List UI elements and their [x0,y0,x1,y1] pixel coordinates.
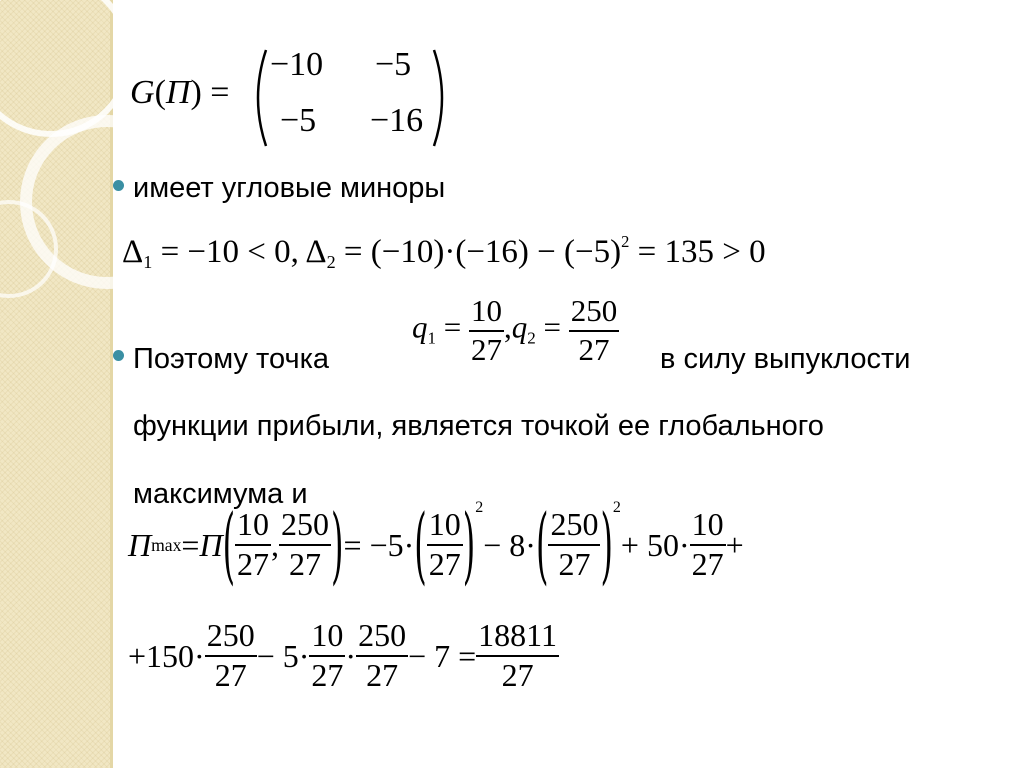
right-paren: ) [600,495,613,595]
expression: − 5· [256,637,310,674]
subscript: 1 [143,252,153,273]
numerator: 250 [205,619,257,657]
expression: + 50· [620,526,690,563]
denominator: 27 [311,657,344,693]
matrix-cell: −10 [270,46,324,83]
minor-expression: = 135 > 0 [629,233,766,270]
denominator: 27 [578,331,610,367]
numerator: 10 [235,508,271,546]
numerator: 250 [548,508,600,546]
numerator: 10 [469,295,504,332]
delta-symbol: Δ [122,233,144,270]
fraction [309,619,345,692]
subscript: max [151,534,182,555]
minor-expression: = −10 < 0, [152,233,306,270]
subscript: 2 [326,252,336,273]
q1-symbol: q [412,309,428,345]
matrix-cell: −5 [280,102,317,139]
denominator: 27 [691,546,724,582]
profit-fn: П [199,526,223,563]
sidebar-edge [110,0,113,768]
fraction [469,295,504,366]
fraction [548,508,600,581]
subscript: 2 [527,328,536,348]
q2-symbol: q [511,309,528,345]
numerator: 250 [569,295,620,332]
bullet-point [113,180,124,191]
fraction [205,619,257,692]
numerator: 250 [279,508,331,546]
left-paren: ( [222,495,236,595]
fraction [235,508,271,581]
decorative-sidebar [0,0,112,768]
numerator: 250 [356,619,408,657]
left-paren: ( [414,495,427,595]
fraction [356,619,408,692]
numerator: 10 [427,508,463,546]
denominator: 27 [237,546,270,582]
comma: , [504,309,512,345]
superscript: 2 [475,499,484,516]
expression: +150· [128,637,205,674]
pmax-formula [128,497,744,593]
fraction [279,508,331,581]
text-line: Поэтому точка [133,343,330,375]
result-fraction [476,619,559,692]
expression: + [725,526,744,563]
expression: − 7 = [408,637,477,674]
equals: = [535,309,569,345]
fraction [569,295,620,366]
denominator: 27 [558,546,591,582]
point-formula [412,295,619,366]
matrix-fn-label: G [130,74,155,111]
numerator: 10 [309,619,345,657]
minors-formula [122,232,766,273]
dot-operator: · [345,637,357,674]
matrix-cell: −5 [375,46,412,83]
equals: = [181,526,200,563]
fraction [427,508,463,581]
matrix-cell: −16 [370,102,424,139]
denominator: 27 [214,657,247,693]
denominator: 27 [289,546,322,582]
pmax-symbol: П [128,526,152,563]
text-line: максимума и [133,478,308,510]
denominator: 27 [366,657,399,693]
text-line: в силу выпуклости [660,343,911,375]
numerator: 18811 [476,619,559,657]
minor-expression: = (−10)·(−16) − (−5) [335,233,622,270]
matrix-arg-label: П [165,74,191,111]
superscript: 2 [621,232,630,251]
denominator: 27 [501,657,534,693]
denominator: 27 [428,546,461,582]
matrix-equals: = [210,74,230,111]
result-formula [128,610,559,702]
fraction [690,508,726,581]
denominator: 27 [471,331,502,367]
equals: = [436,309,469,345]
bullet-point [113,350,124,361]
expression: − 8· [483,526,536,563]
left-paren: ( [535,495,549,595]
numerator: 10 [690,508,726,546]
right-paren: ) [331,495,344,595]
subscript: 1 [427,328,437,348]
delta-symbol: Δ [305,233,327,270]
comma: , [271,526,280,563]
right-paren: ) [462,495,476,595]
text-line: функции прибыли, является точкой ее глобального [133,410,824,442]
text-line: имеет угловые миноры [133,172,446,204]
superscript: 2 [612,499,621,516]
expression: = −5· [343,526,415,563]
